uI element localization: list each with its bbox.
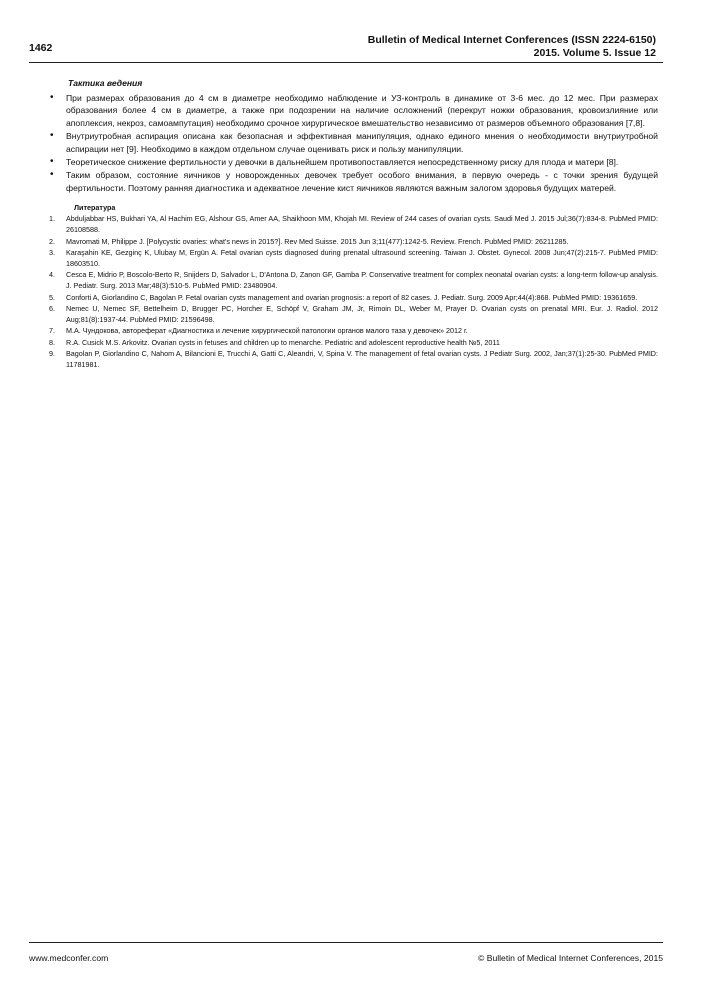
- reference-number: 5.: [49, 292, 55, 302]
- reference-item: [50, 338, 658, 349]
- reference-text: Karaşahin KE, Gezginç K, Ulubay M, Ergün A. Fetal ovarian cysts diagnosed during prenatal ultrasound screening. Taiwan J. Obstet. Gynecol. 2008 Jun;47(2):215-7. PubMed PMID: 18603510.: [66, 247, 658, 268]
- reference-item: [50, 326, 658, 337]
- reference-number: 7.: [49, 326, 55, 336]
- bullet-text: Таким образом, состояние яичников у новорожденных девочек требует особого внимания, в первую очередь - с точки зрения будущей фертильности. Поэтому ранняя диагностика и адекватное лечение кист яичников являются важным залогом здоровья будущих матерей.: [66, 170, 658, 193]
- reference-item: [50, 304, 658, 326]
- bullet-list: [50, 92, 658, 194]
- footer-website-link[interactable]: www.medconfer.com: [29, 953, 109, 963]
- journal-title: Bulletin of Medical Internet Conferences (ISSN 2224-6150): [367, 34, 656, 46]
- reference-item: [50, 270, 658, 292]
- references-heading: Литература: [74, 203, 116, 213]
- reference-text: Conforti A, Giorlandino C, Bagolan P. Fetal ovarian cysts management and ovarian prognosis: a report of 82 cases. J. Pediatr. Surg. 2009 Apr;44(4):868. PubMed PMID: 19361659.: [66, 292, 638, 302]
- bullet-icon: •: [50, 156, 54, 168]
- bullet-icon: •: [50, 130, 54, 142]
- page-number: 1462: [29, 42, 53, 54]
- references-list: [50, 214, 658, 371]
- reference-number: 2.: [49, 236, 55, 246]
- reference-item: [50, 349, 658, 371]
- reference-text: R.A. Cusick M.S. Arkovitz. Ovarian cysts in fetuses and children up to menarche. Pediatric and adolescent reproductive health №5, 2011: [66, 337, 500, 347]
- reference-text: М.А. Чундокова, автореферат «Диагностика и лечение хирургической патологии органов малого таза у девочек» 2012 г.: [66, 326, 468, 336]
- reference-number: 4.: [49, 270, 55, 280]
- main-content: [50, 78, 658, 371]
- bullet-text: При размерах образования до 4 см в диаметре необходимо наблюдение и УЗ-контроль в динамике от 3-6 мес. до 12 мес. При размерах образования более 4 см в диаметре, а также при подозрении на наличие осложнений (перекрут ножки образования, кровоизлияние или апоплексия, некроз, самоампутация) необходимо срочное хирургическое вмешательство независимо от размеров объемного образования [7,8].: [66, 93, 658, 128]
- reference-text: Bagolan P, Giorlandino C, Nahom A, Bilancioni E, Trucchi A, Gatti C, Aleandri, V, Spina V. The management of fetal ovarian cysts. J Pediatr Surg. 2002, Jan;37(1):25-30. PubMed PMID: 11781981.: [66, 349, 658, 370]
- bullet-item: [50, 130, 658, 155]
- reference-text: Abduljabbar HS, Bukhari YA, Al Hachim EG, Alshour GS, Amer AA, Shaikhoon MM, Khojah MI. Review of 244 cases of ovarian cysts. Saudi Med J. 2015 Jul;36(7):834-8. PubMed PMID: 26108588.: [66, 214, 658, 235]
- reference-item: [50, 214, 658, 236]
- reference-number: 9.: [49, 349, 55, 359]
- footer-copyright: © Bulletin of Medical Internet Conferences, 2015: [478, 953, 663, 963]
- bullet-icon: •: [50, 169, 54, 181]
- bullet-text: Внутриутробная аспирация описана как безопасная и эффективная манипуляция, однако единого мнения о необходимости внутриутробной аспирации нет [9]. Необходимо в каждом отдельном случае оценивать риск и пользу манипуляции.: [66, 131, 658, 154]
- bullet-icon: •: [50, 92, 54, 103]
- section-heading: Тактика ведения: [68, 78, 143, 88]
- reference-text: Cesca E, Midrio P, Boscolo-Berto R, Snijders D, Salvador L, D'Antona D, Zanon GF, Gamba P. Conservative treatment for complex neonatal ovarian cysts: a long-term follow-up analysis. J. Pediatr. Surg. 2013 Mar;48(3):510-5. PubMed PMID: 23480904.: [66, 270, 658, 291]
- bullet-item: [50, 156, 658, 168]
- bullet-item: [50, 92, 658, 129]
- header-divider: [29, 62, 663, 63]
- reference-text: Mavromati M, Philippe J. [Polycystic ovaries: what's news in 2015?]. Rev Med Suisse. 2015 Jun 3;11(477):1242-5. Review. French. PubMed PMID: 26211285.: [66, 236, 569, 246]
- reference-item: [50, 248, 658, 270]
- journal-volume-issue: 2015. Volume 5. Issue 12: [533, 47, 656, 59]
- reference-number: 6.: [49, 304, 55, 313]
- bullet-text: Теоретическое снижение фертильности у девочки в дальнейшем противопоставляется непосредственному риску для плода и матери [8].: [66, 157, 619, 168]
- reference-number: 3.: [49, 247, 55, 257]
- footer-divider: [29, 942, 663, 943]
- reference-number: 1.: [49, 214, 55, 224]
- reference-item: [50, 293, 658, 304]
- reference-number: 8.: [49, 337, 55, 347]
- reference-item: [50, 237, 658, 248]
- bullet-item: [50, 169, 658, 194]
- journal-header: [368, 34, 656, 60]
- reference-text: Nemec U, Nemec SF, Bettelheim D, Brugger PC, Horcher E, Schöpf V, Graham JM, Jr, Rimoin DL, Weber M, Prayer D. Ovarian cysts on prenatal MRI. Eur. J. Radiol. 2012 Aug;81(8):1937-44. PubMed PMID: 21596498.: [66, 304, 658, 324]
